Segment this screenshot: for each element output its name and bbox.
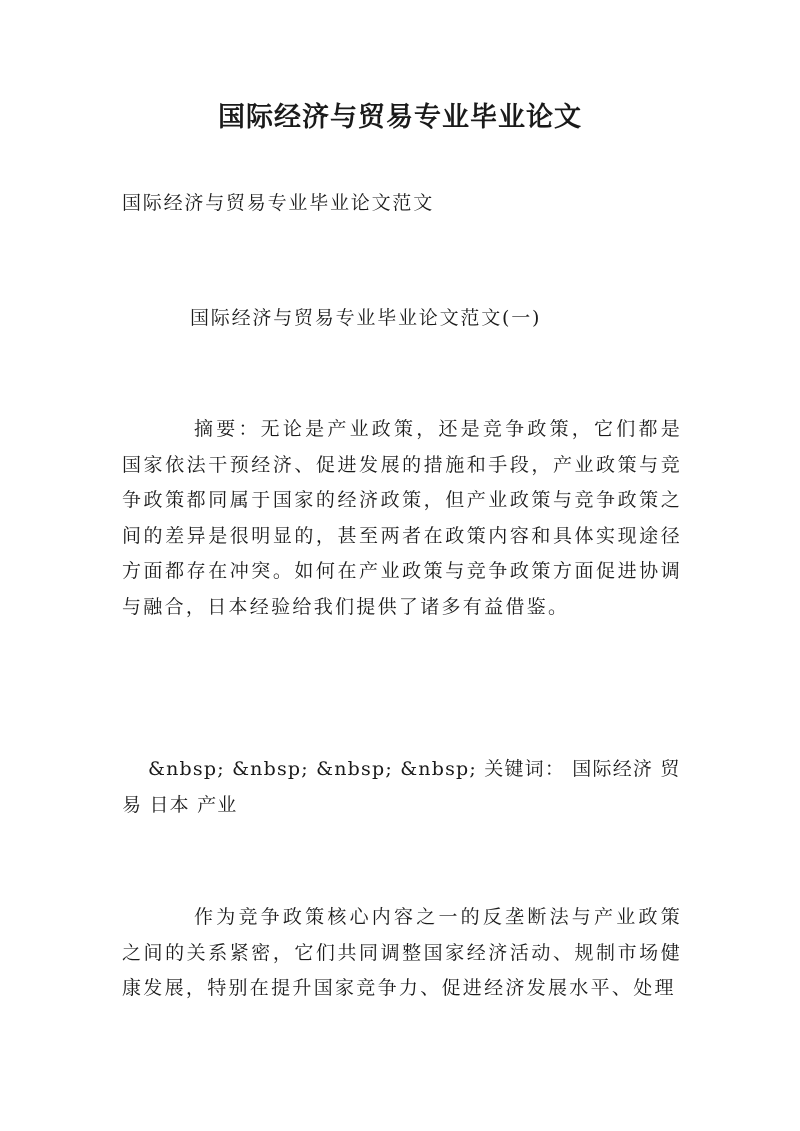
abstract-paragraph: 摘要：无论是产业政策，还是竞争政策，它们都是国家依法干预经济、促进发展的措施和手段，产业政策与竞争政策都同属于国家的经济政策，但产业政策与竞争政策之间的差异是很明显的，甚至两者在政策内容和具体实现途径方面都存在冲突。如何在产业政策与竞争政策方面促进协调与融合，日本经验给我们提供了诸多有益借鉴。 — [122, 418, 682, 618]
body-paragraph: 作为竞争政策核心内容之一的反垄断法与产业政策之间的关系紧密，它们共同调整国家经济活动、规制市场健康发展，特别在提升国家竞争力、促进经济发展水平、处理 — [122, 906, 682, 1000]
document-subtitle: 国际经济与贸易专业毕业论文范文 — [122, 192, 435, 214]
keywords-line: &nbsp; &nbsp; &nbsp; &nbsp; 关键词： 国际经济 贸易 日本 产业 — [122, 758, 681, 816]
section-heading: 国际经济与贸易专业毕业论文范文(一) — [190, 307, 542, 329]
document-title: 国际经济与贸易专业毕业论文 — [218, 102, 582, 133]
